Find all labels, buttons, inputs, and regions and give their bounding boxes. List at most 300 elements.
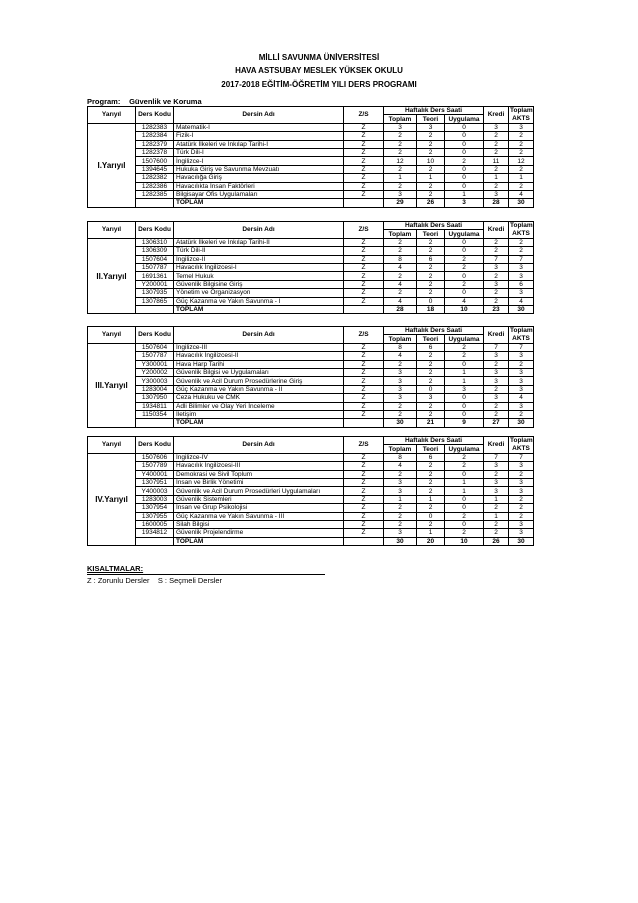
legend-title: KISALTMALAR: — [87, 564, 325, 575]
hours-practice: 0 — [445, 360, 484, 368]
ects: 2 — [509, 247, 534, 255]
course-code: 1283004 — [136, 385, 174, 393]
table-row — [88, 123, 534, 131]
course-name: Yönetim ve Organizasyon — [174, 289, 344, 297]
total-hours: 30 — [384, 537, 417, 545]
course-name: Güç Kazanma ve Yakın Savunma - III — [174, 512, 344, 520]
hours-theory: 2 — [417, 520, 445, 528]
course-name: Matematik-I — [174, 123, 344, 131]
hours-total: 4 — [384, 297, 417, 305]
table-row — [88, 289, 534, 297]
table-row — [88, 385, 534, 393]
table-row — [88, 512, 534, 520]
credit: 3 — [484, 352, 509, 360]
hours-total: 3 — [384, 190, 417, 198]
hours-practice: 0 — [445, 504, 484, 512]
hours-practice: 0 — [445, 238, 484, 246]
hours-total: 2 — [384, 289, 417, 297]
credit: 3 — [484, 394, 509, 402]
hours-practice: 2 — [445, 352, 484, 360]
credit: 2 — [484, 148, 509, 156]
course-type: Z — [344, 148, 384, 156]
table-row — [88, 132, 534, 140]
table-row — [88, 272, 534, 280]
hours-total: 2 — [384, 512, 417, 520]
table-row — [88, 368, 534, 376]
hours-practice: 0 — [445, 148, 484, 156]
hours-theory: 2 — [417, 247, 445, 255]
course-type: Z — [344, 297, 384, 305]
course-type: Z — [344, 360, 384, 368]
course-type: Z — [344, 123, 384, 131]
course-code: 1282382 — [136, 174, 174, 182]
course-code: 1507604 — [136, 343, 174, 351]
table-row — [88, 238, 534, 246]
ects: 2 — [509, 470, 534, 478]
ects: 3 — [509, 377, 534, 385]
hours-practice: 1 — [445, 368, 484, 376]
hours-total: 3 — [384, 529, 417, 537]
course-name: Havacılık İngilizcesi-I — [174, 263, 344, 271]
ects: 2 — [509, 360, 534, 368]
course-code: 1307950 — [136, 394, 174, 402]
credit: 7 — [484, 453, 509, 461]
course-name: Hava Harp Tarihi — [174, 360, 344, 368]
course-name: Bilgisayar Ofis Uygulamaları — [174, 190, 344, 198]
table-row — [88, 453, 534, 461]
col-header-teori: Teori — [417, 230, 445, 238]
total-hours: 29 — [384, 199, 417, 207]
table-row — [88, 148, 534, 156]
course-name: Güvenlik Bilgisine Giriş — [174, 280, 344, 288]
ects: 2 — [509, 132, 534, 140]
ects: 3 — [509, 462, 534, 470]
hours-practice: 2 — [445, 512, 484, 520]
course-name: Atatürk İlkeleri ve İnkılap Tarihi-I — [174, 140, 344, 148]
hours-total: 2 — [384, 504, 417, 512]
hours-theory: 0 — [417, 297, 445, 305]
hours-practice: 4 — [445, 297, 484, 305]
course-code: Y300001 — [136, 360, 174, 368]
course-code: 1282385 — [136, 190, 174, 198]
hours-practice: 0 — [445, 410, 484, 418]
credit: 3 — [484, 462, 509, 470]
course-name: İngilizce-IV — [174, 453, 344, 461]
col-header-teori: Teori — [417, 335, 445, 343]
col-header-ders-adi: Dersin Adı — [174, 437, 344, 454]
total-credit: 28 — [484, 199, 509, 207]
total-practice: 3 — [445, 199, 484, 207]
course-code: Y200001 — [136, 280, 174, 288]
hours-practice: 1 — [445, 478, 484, 486]
hours-total: 2 — [384, 360, 417, 368]
hours-total: 3 — [384, 478, 417, 486]
total-practice: 10 — [445, 305, 484, 313]
table-row — [88, 495, 534, 503]
hours-total: 4 — [384, 263, 417, 271]
course-code: 1507787 — [136, 352, 174, 360]
table-row — [88, 247, 534, 255]
col-header-toplam-akts: Toplam AKTS — [510, 437, 533, 452]
col-header-haftalik: Haftalık Ders Saati — [384, 437, 484, 445]
hours-theory: 2 — [417, 487, 445, 495]
hours-total: 2 — [384, 410, 417, 418]
ects: 3 — [509, 402, 534, 410]
hours-total: 4 — [384, 280, 417, 288]
course-name: Temel Hukuk — [174, 272, 344, 280]
hours-practice: 0 — [445, 495, 484, 503]
hours-practice: 0 — [445, 272, 484, 280]
total-label: TOPLAM — [174, 199, 344, 207]
credit: 1 — [484, 512, 509, 520]
col-header-yariyil: Yarıyıl — [88, 327, 136, 344]
course-name: İnsan ve Grup Psikolojisi — [174, 504, 344, 512]
col-header-yariyil: Yarıyıl — [88, 222, 136, 239]
hours-theory: 2 — [417, 182, 445, 190]
ects: 3 — [509, 263, 534, 271]
total-row — [88, 419, 534, 427]
course-name: Türk Dili-I — [174, 148, 344, 156]
credit: 2 — [484, 238, 509, 246]
course-type: Z — [344, 402, 384, 410]
course-name: Silah Bilgisi — [174, 520, 344, 528]
col-header-yariyil: Yarıyıl — [88, 107, 136, 124]
total-label: TOPLAM — [174, 537, 344, 545]
course-name: Atatürk İlkeleri ve İnkılap Tarihi-II — [174, 238, 344, 246]
col-header-ders-adi: Dersin Adı — [174, 327, 344, 344]
course-code: 1507787 — [136, 263, 174, 271]
hours-theory: 2 — [417, 462, 445, 470]
course-type: Z — [344, 504, 384, 512]
hours-total: 8 — [384, 255, 417, 263]
hours-theory: 2 — [417, 410, 445, 418]
credit: 7 — [484, 343, 509, 351]
course-type: Z — [344, 377, 384, 385]
course-type: Z — [344, 495, 384, 503]
total-theory: 18 — [417, 305, 445, 313]
course-type: Z — [344, 478, 384, 486]
col-header-ders-kodu: Ders Kodu — [136, 107, 174, 124]
table-row — [88, 504, 534, 512]
course-code: 1282386 — [136, 182, 174, 190]
table-row — [88, 263, 534, 271]
program-year-title: 2017-2018 EĞİTİM-ÖĞRETİM YILI DERS PROGRAMI — [221, 80, 417, 89]
credit: 3 — [484, 190, 509, 198]
course-name: Demokrasi ve Sivil Toplum — [174, 470, 344, 478]
col-header-ders-kodu: Ders Kodu — [136, 222, 174, 239]
total-row — [88, 537, 534, 545]
table-row — [88, 182, 534, 190]
course-code: Y300003 — [136, 377, 174, 385]
ects: 3 — [509, 385, 534, 393]
ects: 7 — [509, 453, 534, 461]
table-row — [88, 487, 534, 495]
ects: 6 — [509, 280, 534, 288]
hours-practice: 2 — [445, 453, 484, 461]
total-ects: 30 — [509, 199, 534, 207]
course-type: Z — [344, 247, 384, 255]
course-name: Güvenlik Bilgisi ve Uygulamaları — [174, 368, 344, 376]
credit: 2 — [484, 529, 509, 537]
credit: 3 — [484, 487, 509, 495]
ects: 2 — [509, 410, 534, 418]
course-code: 1307935 — [136, 289, 174, 297]
total-theory: 21 — [417, 419, 445, 427]
credit: 2 — [484, 132, 509, 140]
col-header-kredi: Kredi — [484, 327, 509, 344]
course-type: Z — [344, 182, 384, 190]
total-theory: 26 — [417, 199, 445, 207]
ects: 3 — [509, 352, 534, 360]
col-header-uygulama: Uygulama — [445, 335, 484, 343]
course-code: 1306309 — [136, 247, 174, 255]
col-header-toplam: Toplam — [384, 335, 417, 343]
course-type: Z — [344, 280, 384, 288]
hours-theory: 2 — [417, 377, 445, 385]
credit: 2 — [484, 272, 509, 280]
table-row — [88, 529, 534, 537]
total-row — [88, 305, 534, 313]
legend-text: Z : Zorunlu Dersler S : Seçmeli Dersler — [87, 576, 223, 585]
hours-theory: 2 — [417, 148, 445, 156]
table-row — [88, 394, 534, 402]
ects: 4 — [509, 190, 534, 198]
credit: 2 — [484, 140, 509, 148]
ects: 2 — [509, 238, 534, 246]
course-code: 1307954 — [136, 504, 174, 512]
col-header-toplam-akts: Toplam AKTS — [510, 327, 533, 342]
credit: 2 — [484, 385, 509, 393]
total-blank — [136, 419, 174, 427]
course-name: Havacılığa Giriş — [174, 174, 344, 182]
semester-name: II.Yarıyıl — [88, 238, 136, 314]
hours-total: 1 — [384, 495, 417, 503]
hours-total: 2 — [384, 470, 417, 478]
total-credit: 23 — [484, 305, 509, 313]
hours-practice: 0 — [445, 247, 484, 255]
course-code: 1934812 — [136, 529, 174, 537]
table-row — [88, 165, 534, 173]
col-header-zs: Z/S — [344, 327, 384, 344]
course-name: İnsan ve Birlik Yönetimi — [174, 478, 344, 486]
credit: 2 — [484, 402, 509, 410]
total-blank — [136, 305, 174, 313]
credit: 2 — [484, 470, 509, 478]
hours-theory: 2 — [417, 190, 445, 198]
ects: 3 — [509, 368, 534, 376]
hours-theory: 6 — [417, 453, 445, 461]
hours-practice: 1 — [445, 487, 484, 495]
hours-practice: 0 — [445, 182, 484, 190]
course-name: Havacılık İngilizcesi-II — [174, 352, 344, 360]
course-code: 1507600 — [136, 157, 174, 165]
col-header-teori: Teori — [417, 445, 445, 453]
hours-theory: 2 — [417, 272, 445, 280]
ects: 3 — [509, 123, 534, 131]
hours-theory: 2 — [417, 470, 445, 478]
hours-total: 2 — [384, 182, 417, 190]
ects: 2 — [509, 148, 534, 156]
col-header-uygulama: Uygulama — [445, 115, 484, 123]
course-type: Z — [344, 174, 384, 182]
hours-total: 4 — [384, 462, 417, 470]
course-name: Güvenlik ve Acil Durum Prosedürleri Uygulamaları — [174, 487, 344, 495]
hours-practice: 2 — [445, 462, 484, 470]
total-blank — [344, 305, 384, 313]
course-code: 1507789 — [136, 462, 174, 470]
ects: 3 — [509, 478, 534, 486]
col-header-haftalik: Haftalık Ders Saati — [384, 222, 484, 230]
col-header-toplam: Toplam — [384, 230, 417, 238]
university-title: MİLLİ SAVUNMA ÜNİVERSİTESİ — [258, 53, 380, 62]
col-header-toplam: Toplam — [384, 115, 417, 123]
hours-total: 8 — [384, 453, 417, 461]
course-type: Z — [344, 385, 384, 393]
hours-practice: 0 — [445, 520, 484, 528]
hours-practice: 3 — [445, 385, 484, 393]
course-type: Z — [344, 272, 384, 280]
credit: 2 — [484, 165, 509, 173]
hours-theory: 2 — [417, 132, 445, 140]
course-type: Z — [344, 487, 384, 495]
hours-practice: 0 — [445, 165, 484, 173]
hours-theory: 2 — [417, 402, 445, 410]
ects: 3 — [509, 289, 534, 297]
course-code: 1283003 — [136, 495, 174, 503]
course-type: Z — [344, 394, 384, 402]
credit: 3 — [484, 123, 509, 131]
col-header-zs: Z/S — [344, 222, 384, 239]
course-type: Z — [344, 190, 384, 198]
course-name: Türk Dili-II — [174, 247, 344, 255]
table-row — [88, 410, 534, 418]
course-code: 1282379 — [136, 140, 174, 148]
course-type: Z — [344, 470, 384, 478]
total-hours: 28 — [384, 305, 417, 313]
ects: 2 — [509, 182, 534, 190]
ects: 2 — [509, 512, 534, 520]
hours-total: 3 — [384, 123, 417, 131]
course-type: Z — [344, 165, 384, 173]
hours-total: 3 — [384, 487, 417, 495]
ects: 2 — [509, 140, 534, 148]
credit: 2 — [484, 504, 509, 512]
hours-theory: 2 — [417, 140, 445, 148]
col-header-kredi: Kredi — [484, 107, 509, 124]
hours-practice: 2 — [445, 263, 484, 271]
credit: 11 — [484, 157, 509, 165]
program-label: Program: — [87, 97, 121, 106]
table-row — [88, 462, 534, 470]
table-row — [88, 190, 534, 198]
col-header-toplam-akts: Toplam AKTS — [510, 107, 533, 122]
ects: 3 — [509, 487, 534, 495]
hours-theory: 3 — [417, 123, 445, 131]
ects: 3 — [509, 520, 534, 528]
course-name: Havacılıkta İnsan Faktörleri — [174, 182, 344, 190]
col-header-zs: Z/S — [344, 437, 384, 454]
table-row — [88, 377, 534, 385]
table-row — [88, 343, 534, 351]
course-code: Y200002 — [136, 368, 174, 376]
credit: 2 — [484, 410, 509, 418]
ects: 3 — [509, 272, 534, 280]
hours-theory: 2 — [417, 280, 445, 288]
course-code: 1282384 — [136, 132, 174, 140]
hours-practice: 0 — [445, 394, 484, 402]
course-code: Y400003 — [136, 487, 174, 495]
course-name: Güç Kazanma ve Yakın Savunma - I — [174, 297, 344, 305]
semester-name: I.Yarıyıl — [88, 123, 136, 207]
col-header-ders-adi: Dersin Adı — [174, 107, 344, 124]
hours-total: 12 — [384, 157, 417, 165]
total-blank — [344, 537, 384, 545]
hours-practice: 2 — [445, 255, 484, 263]
semester-table — [87, 221, 534, 314]
course-code: 1691361 — [136, 272, 174, 280]
hours-total: 2 — [384, 520, 417, 528]
course-code: 1307955 — [136, 512, 174, 520]
ects: 7 — [509, 343, 534, 351]
col-header-kredi: Kredi — [484, 437, 509, 454]
course-code: 1507604 — [136, 255, 174, 263]
course-name: Ceza Hukuku ve CMK — [174, 394, 344, 402]
table-row — [88, 280, 534, 288]
col-header-ders-kodu: Ders Kodu — [136, 437, 174, 454]
total-practice: 10 — [445, 537, 484, 545]
course-name: Hukuka Giriş ve Savunma Mevzuatı — [174, 165, 344, 173]
course-name: Güvenlik ve Acil Durum Prosedürlerine Giriş — [174, 377, 344, 385]
total-label: TOPLAM — [174, 419, 344, 427]
ects: 2 — [509, 165, 534, 173]
semester-table — [87, 326, 534, 428]
hours-theory: 1 — [417, 495, 445, 503]
course-code: 1307951 — [136, 478, 174, 486]
hours-total: 2 — [384, 238, 417, 246]
semester-table — [87, 106, 534, 208]
course-code: 1934811 — [136, 402, 174, 410]
hours-theory: 2 — [417, 263, 445, 271]
col-header-haftalik: Haftalık Ders Saati — [384, 327, 484, 335]
course-code: 1282378 — [136, 148, 174, 156]
course-type: Z — [344, 529, 384, 537]
course-type: Z — [344, 343, 384, 351]
course-name: Güvenlik Sistemleri — [174, 495, 344, 503]
hours-total: 2 — [384, 247, 417, 255]
table-row — [88, 255, 534, 263]
ects: 12 — [509, 157, 534, 165]
course-name: İngilizce-I — [174, 157, 344, 165]
course-code: 1306310 — [136, 238, 174, 246]
total-label: TOPLAM — [174, 305, 344, 313]
col-header-uygulama: Uygulama — [445, 445, 484, 453]
total-blank — [136, 537, 174, 545]
table-row — [88, 402, 534, 410]
hours-total: 8 — [384, 343, 417, 351]
ects: 4 — [509, 297, 534, 305]
school-title: HAVA ASTSUBAY MESLEK YÜKSEK OKULU — [235, 66, 403, 75]
hours-theory: 3 — [417, 394, 445, 402]
course-code: 1282383 — [136, 123, 174, 131]
legend — [87, 564, 325, 585]
course-name: İngilizce-II — [174, 255, 344, 263]
table-row — [88, 174, 534, 182]
credit: 1 — [484, 174, 509, 182]
course-type: Z — [344, 352, 384, 360]
hours-theory: 1 — [417, 174, 445, 182]
credit: 7 — [484, 255, 509, 263]
course-name: İngilizce-III — [174, 343, 344, 351]
